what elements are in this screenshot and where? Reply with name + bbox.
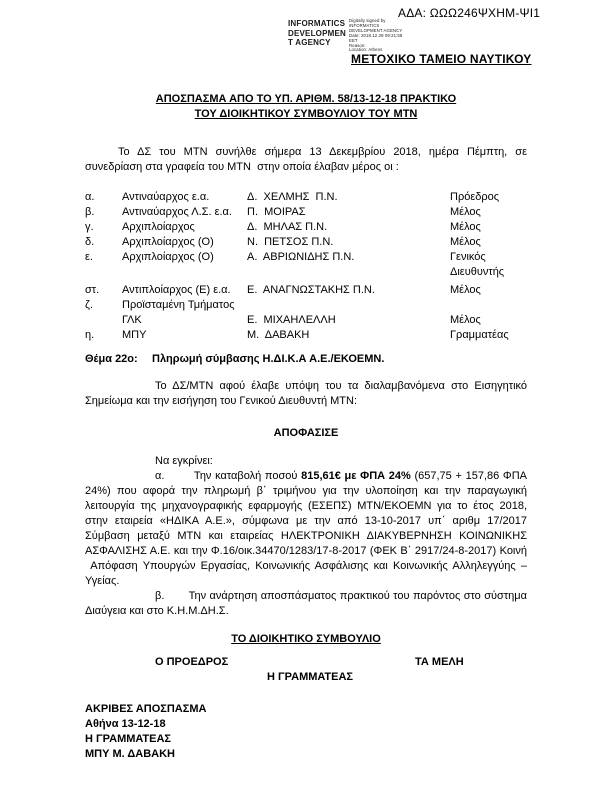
stamp-detail-line: EET [349, 37, 358, 43]
certification-block [85, 702, 527, 762]
intro-paragraph: Το ΔΣ του ΜΤΝ συνήλθε σήμερα 13 Δεκεμβρίου 2018, ημέρα Πέμπτη, σε συνεδρίαση στα γραφεία του ΜΤΝ στην οποία έλαβαν μέρος οι : [85, 146, 527, 173]
decision-item-b: β. Την ανάρτηση αποσπάσματος πρακτικού του παρόντος στο σύστημα Διαύγεια και στο Κ.Η.Μ.ΔΗ.Σ. [85, 590, 527, 617]
main-heading-line1: ΑΠΟΣΠΑΣΜΑ ΑΠΟ ΤΟ ΥΠ. ΑΡΙΘΜ. 58/13-12-18 ΠΡΑΚΤΙΚΟ [155, 93, 457, 105]
consideration-paragraph: Το ΔΣ/ΜΤΝ αφού έλαβε υπόψη του τα διαλαμβανόμενα στο Εισηγητικό Σημείωμα και την εισήγηση του Γενικού Διευθυντή ΜΤΝ: [85, 380, 527, 407]
member-index: ε. [85, 251, 93, 263]
ada-code: ΑΔΑ: ΩΩΩ246ΨΧΗΜ-ΨΙ1 [398, 6, 541, 20]
member-role: Μέλος [450, 221, 481, 233]
member-index: β. [85, 206, 95, 218]
stamp-detail-line: Digitally signed by [349, 18, 386, 23]
member-name: Α. ΑΒΡΙΩΝΙΔΗΣ Π.Ν. [247, 251, 355, 263]
member-row [85, 283, 527, 298]
member-role: Πρόεδρος [450, 191, 500, 203]
member-role: Μέλος [450, 284, 481, 296]
document-body [85, 92, 527, 762]
stamp-detail-line: Reason: [349, 42, 366, 48]
member-role: Μέλος [450, 206, 481, 218]
approve-intro: Να εγκρίνει: [155, 455, 213, 467]
board-heading [85, 632, 527, 647]
stamp-detail-line: DEVELOPMENT AGENCY [349, 27, 403, 33]
signature-secretary: Η ΓΡΑΜΜΑΤΕΑΣ [267, 671, 354, 683]
member-index: δ. [85, 236, 95, 248]
member-rank: Προϊσταμένη Τμήματος ΓΛΚ [122, 299, 235, 326]
member-name: Ε. ΑΝΑΓΝΩΣΤΑΚΗΣ Π.Ν. [247, 284, 375, 296]
member-role: Γραμματέας [450, 329, 509, 341]
stamp-agency-line: T AGENCY [288, 38, 331, 47]
signature-president: Ο ΠΡΟΕΔΡΟΣ [155, 656, 229, 668]
item-a-text-start: α. Την καταβολή ποσού [155, 470, 302, 482]
stamp-detail-line: INFORMATICS [349, 22, 380, 28]
main-heading-line2: ΤΟΥ ΔΙΟΙΚΗΤΙΚΟΥ ΣΥΜΒΟΥΛΙΟΥ ΤΟΥ ΜΤΝ [194, 108, 418, 120]
stamp-agency-name [288, 19, 346, 53]
stamp-signature-details [349, 19, 402, 53]
stamp-detail-line: Location: Athens [349, 47, 383, 53]
member-role: Μέλος [450, 236, 481, 248]
member-row [85, 190, 527, 205]
member-name: Δ. ΧΕΛΜΗΣ Π.Ν. [247, 191, 338, 203]
member-row [85, 205, 527, 220]
item-a-text-end: (657,75 + 157,86 ΦΠΑ 24%) που αφορά την πληρωμή β΄ τριμήνου για την υλοποίηση και την παραγωγική λειτουργία της μηχανογραφικής εφαρμογής (ΕΣΕΠΣ) ΜΤΝ/ΕΚΟΕΜΝ για το έτος 2018, στην εταιρεία «ΗΔΙΚΑ Α.Ε.», σύμφωνα με την από 13-10-2017 υπ΄ αριθμ 17/2017 Σύμβαση μεταξύ ΜΤΝ και εταιρείας ΗΛΕΚΤΡΟΝΙΚΗ ΔΙΑΚΥΒΕΡΝΗΣΗ ΚΟΙΝΩΝΙΚΗΣ ΑΣΦΑΛΙΣΗΣ Α.Ε. και την Φ.16/οικ.34470/1283/17-8-2017 (ΦΕΚ Β΄ 2917/24-8-2017) Κοινή Απόφαση Υπουργών Εργασίας, Κοινωνικής Ασφάλισης και Κοινωνικής Αλληλεγγύης – Υγείας. [85, 470, 527, 587]
member-rank: Αρχιπλοίαρχος [122, 221, 195, 233]
member-row [85, 298, 527, 328]
member-name: Δ. ΜΗΛΑΣ Π.Ν. [247, 221, 328, 233]
item-a-amount: 815,61€ με ΦΠΑ 24% [301, 470, 411, 482]
board-heading-text: ΤΟ ΔΙΟΙΚΗΤΙΚΟ ΣΥΜΒΟΥΛΙΟ [231, 633, 381, 645]
main-heading [85, 92, 527, 122]
member-name: Ν. ΠΕΤΣΟΣ Π.Ν. [247, 236, 334, 248]
board-members-list [85, 190, 527, 343]
member-row [85, 220, 527, 235]
member-role: Μέλος [450, 314, 481, 326]
certification-date: Αθήνα 13-12-18 [85, 718, 166, 730]
member-index: α. [85, 191, 95, 203]
organization-title: ΜΕΤΟΧΙΚΟ ΤΑΜΕΙΟ ΝΑΥΤΙΚΟΥ [351, 52, 532, 66]
member-name: Μ. ΔΑΒΑΚΗ [247, 329, 310, 341]
stamp-detail-line: Date: 2018.12.28 09:21:58 [349, 32, 403, 38]
member-row [85, 235, 527, 250]
member-rank: Αντιναύαρχος ε.α. [122, 191, 210, 203]
decision-item-a [85, 469, 527, 589]
topic-label: Θέμα 22ο: [85, 353, 138, 365]
member-index: γ. [85, 221, 94, 233]
topic-line [85, 352, 527, 367]
digital-signature-stamp [288, 19, 402, 53]
certification-secretary-title: Η ΓΡΑΜΜΑΤΕΑΣ [85, 733, 172, 745]
member-name: Ε. ΜΙΧΑΗΛΕΛΛΗ [247, 314, 336, 326]
member-index: η. [85, 329, 95, 341]
decision-heading: ΑΠΟΦΑΣΙΣΕ [273, 427, 339, 439]
member-rank: Αρχιπλοίαρχος (Ο) [122, 236, 214, 248]
member-row [85, 250, 527, 280]
member-rank: Αρχιπλοίαρχος (Ο) [122, 251, 214, 263]
member-rank: Αντιναύαρχος Λ.Σ. ε.α. [122, 206, 232, 218]
signature-row [85, 655, 527, 670]
certification-secretary-name: ΜΠΥ Μ. ΔΑΒΑΚΗ [85, 748, 175, 760]
stamp-agency-line: INFORMATICS [288, 19, 346, 28]
member-row [85, 328, 527, 343]
member-rank: Αντιπλοίαρχος (Ε) ε.α. [122, 284, 231, 296]
certification-line: ΑΚΡΙΒΕΣ ΑΠΟΣΠΑΣΜΑ [85, 703, 207, 715]
stamp-agency-line: DEVELOPMEN [288, 28, 347, 38]
signature-row-secretary [85, 670, 527, 685]
member-index: στ. [85, 284, 100, 296]
member-index: ζ. [85, 299, 93, 311]
topic-title: Πληρωμή σύμβασης Η.ΔΙ.Κ.Α Α.Ε./ΕΚΟΕΜΝ. [152, 353, 385, 365]
signature-members: ΤΑ ΜΕΛΗ [415, 656, 464, 668]
member-name: Π. ΜΟΙΡΑΣ [247, 206, 306, 218]
member-rank: ΜΠΥ [122, 329, 147, 341]
member-role: Γενικός Διευθυντής [450, 251, 505, 278]
